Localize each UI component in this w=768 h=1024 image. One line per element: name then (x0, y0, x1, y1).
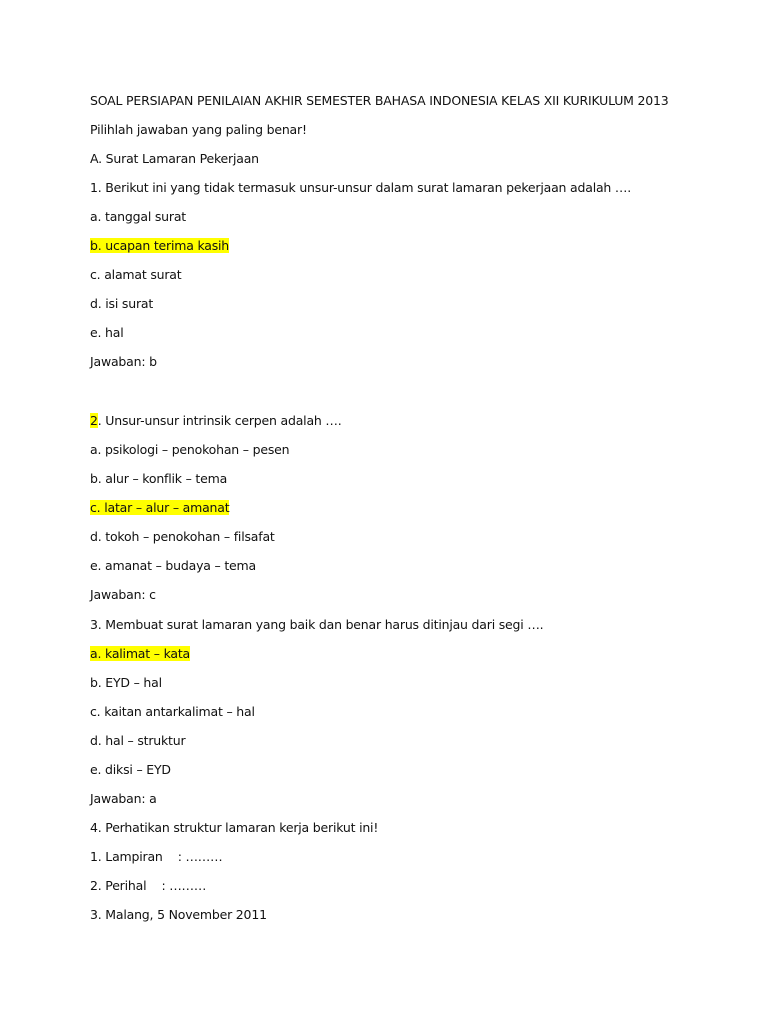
question-3-option-d: d. hal – struktur (90, 733, 186, 748)
question-2-option-d: d. tokoh – penokohan – filsafat (90, 529, 275, 544)
question-3-answer: Jawaban: a (90, 791, 157, 806)
highlighted-answer: b. ucapan terima kasih (90, 238, 230, 253)
highlighted-answer: c. latar – alur – amanat (90, 500, 230, 515)
question-2-rest: . Unsur-unsur intrinsik cerpen adalah …. (97, 413, 342, 428)
question-1-text: 1. Berikut ini yang tidak termasuk unsur-unsur dalam surat lamaran pekerjaan adalah …. (90, 180, 631, 195)
question-1-option-d: d. isi surat (90, 296, 154, 311)
question-4-item-2: 2. Perihal : ……… (90, 878, 207, 893)
question-2-option-e: e. amanat – budaya – tema (90, 558, 256, 573)
question-1-option-b (90, 237, 229, 255)
question-2-option-c (90, 499, 229, 517)
question-4-text: 4. Perhatikan struktur lamaran kerja berikut ini! (90, 820, 379, 835)
question-2-option-a: a. psikologi – penokohan – pesen (90, 442, 290, 457)
question-1-option-e: e. hal (90, 325, 124, 340)
highlighted-answer: a. kalimat – kata (90, 646, 191, 661)
question-3-option-e: e. diksi – EYD (90, 762, 171, 777)
question-4-item-3: 3. Malang, 5 November 2011 (90, 907, 267, 922)
question-3-option-c: c. kaitan antarkalimat – hal (90, 704, 255, 719)
question-3-option-a (90, 645, 190, 663)
question-2-number: 2 (90, 413, 98, 428)
question-2-answer: Jawaban: c (90, 587, 156, 602)
question-4-item-1: 1. Lampiran : ……… (90, 849, 223, 864)
question-1-option-c: c. alamat surat (90, 267, 182, 282)
instruction-text: Pilihlah jawaban yang paling benar! (90, 122, 307, 137)
question-1-option-a: a. tanggal surat (90, 209, 187, 224)
question-3-text: 3. Membuat surat lamaran yang baik dan benar harus ditinjau dari segi …. (90, 617, 544, 632)
document-title: SOAL PERSIAPAN PENILAIAN AKHIR SEMESTER BAHASA INDONESIA KELAS XII KURIKULUM 2013 (90, 93, 669, 108)
question-2-text (90, 412, 341, 430)
question-3-option-b: b. EYD – hal (90, 675, 162, 690)
section-heading: A. Surat Lamaran Pekerjaan (90, 151, 259, 166)
question-1-answer: Jawaban: b (90, 354, 157, 369)
question-2-option-b: b. alur – konflik – tema (90, 471, 228, 486)
